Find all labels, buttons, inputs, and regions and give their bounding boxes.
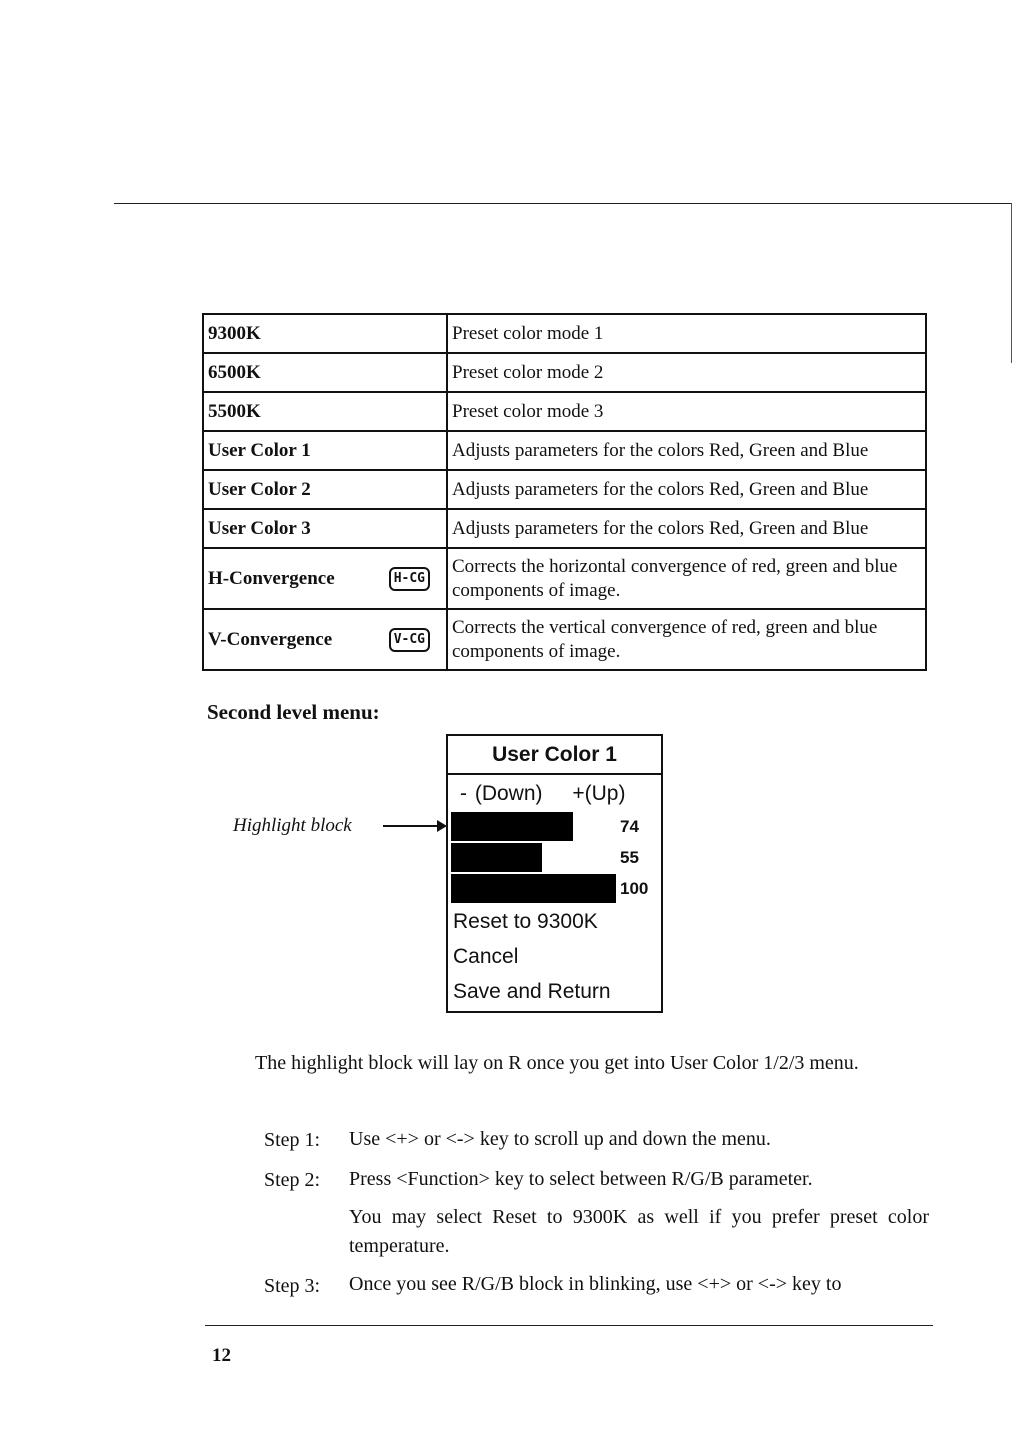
setting-name: 6500K (203, 353, 447, 392)
osd-option-cancel[interactable]: Cancel (453, 945, 519, 968)
osd-down-up-hint (460, 782, 625, 806)
table-row (203, 392, 926, 431)
table-row (203, 431, 926, 470)
setting-name: User Color 1 (203, 431, 447, 470)
section-heading: Second level menu: (207, 700, 380, 724)
step-label: Step 1: (264, 1129, 321, 1151)
setting-description: Adjusts parameters for the colors Red, Green and Blue (447, 470, 926, 509)
osd-channel-value-g: 55 (620, 848, 639, 867)
setting-name-cell (203, 609, 447, 670)
settings-table (202, 313, 927, 671)
right-edge-rule (1011, 203, 1012, 363)
setting-description: Adjusts parameters for the colors Red, Green and Blue (447, 509, 926, 548)
osd-channel-bar-b[interactable] (451, 874, 616, 903)
setting-name: 9300K (203, 314, 447, 353)
osd-channel-value-b: 100 (620, 879, 649, 898)
table-row (203, 509, 926, 548)
setting-description: Preset color mode 1 (447, 314, 926, 353)
step-text: Use <+> or <-> key to scroll up and down the menu. (349, 1128, 771, 1150)
osd-up-label: +(Up) (572, 782, 626, 805)
v-convergence-key-icon: V-CG (389, 628, 430, 652)
setting-description: Corrects the vertical convergence of red, green and blue components of image. (447, 609, 926, 670)
table-row (203, 548, 926, 609)
page-number: 12 (212, 1345, 231, 1366)
step-text: Once you see R/G/B block in blinking, use <+> or <-> key to (349, 1273, 842, 1295)
setting-name-cell (203, 548, 447, 609)
step-label: Step 3: (264, 1275, 321, 1297)
osd-menu-title: User Color 1 (448, 736, 661, 775)
top-rule (114, 203, 1012, 204)
h-convergence-key-icon: H-CG (389, 567, 430, 591)
step-note: You may select Reset to 9300K as well if you prefer preset color temperature. (349, 1206, 929, 1257)
osd-menu (446, 734, 663, 1013)
table-row (203, 353, 926, 392)
step-label: Step 2: (264, 1169, 321, 1191)
arrow-line-icon (383, 825, 439, 827)
setting-name: H-Convergence (208, 567, 335, 589)
osd-down-label: - (Down) (460, 782, 543, 805)
step-text: Press <Function> key to select between R/G/B parameter. (349, 1168, 813, 1190)
osd-channel-bar-r[interactable] (451, 812, 573, 841)
bottom-rule (205, 1325, 933, 1326)
table-row (203, 470, 926, 509)
setting-name: User Color 2 (203, 470, 447, 509)
setting-name: V-Convergence (208, 628, 333, 650)
intro-paragraph: The highlight block will lay on R once you get into User Color 1/2/3 menu. (255, 1052, 859, 1074)
setting-name: User Color 3 (203, 509, 447, 548)
setting-description: Preset color mode 2 (447, 353, 926, 392)
setting-description: Adjusts parameters for the colors Red, Green and Blue (447, 431, 926, 470)
osd-option-save-return[interactable]: Save and Return (453, 980, 611, 1003)
table-row (203, 314, 926, 353)
osd-option-reset[interactable]: Reset to 9300K (453, 910, 598, 933)
setting-description: Corrects the horizontal convergence of red, green and blue components of image. (447, 548, 926, 609)
setting-description: Preset color mode 3 (447, 392, 926, 431)
highlight-block-label: Highlight block (233, 815, 352, 836)
osd-channel-value-r: 74 (620, 817, 639, 836)
table-row (203, 609, 926, 670)
osd-channel-bar-g[interactable] (451, 843, 542, 872)
setting-name: 5500K (203, 392, 447, 431)
